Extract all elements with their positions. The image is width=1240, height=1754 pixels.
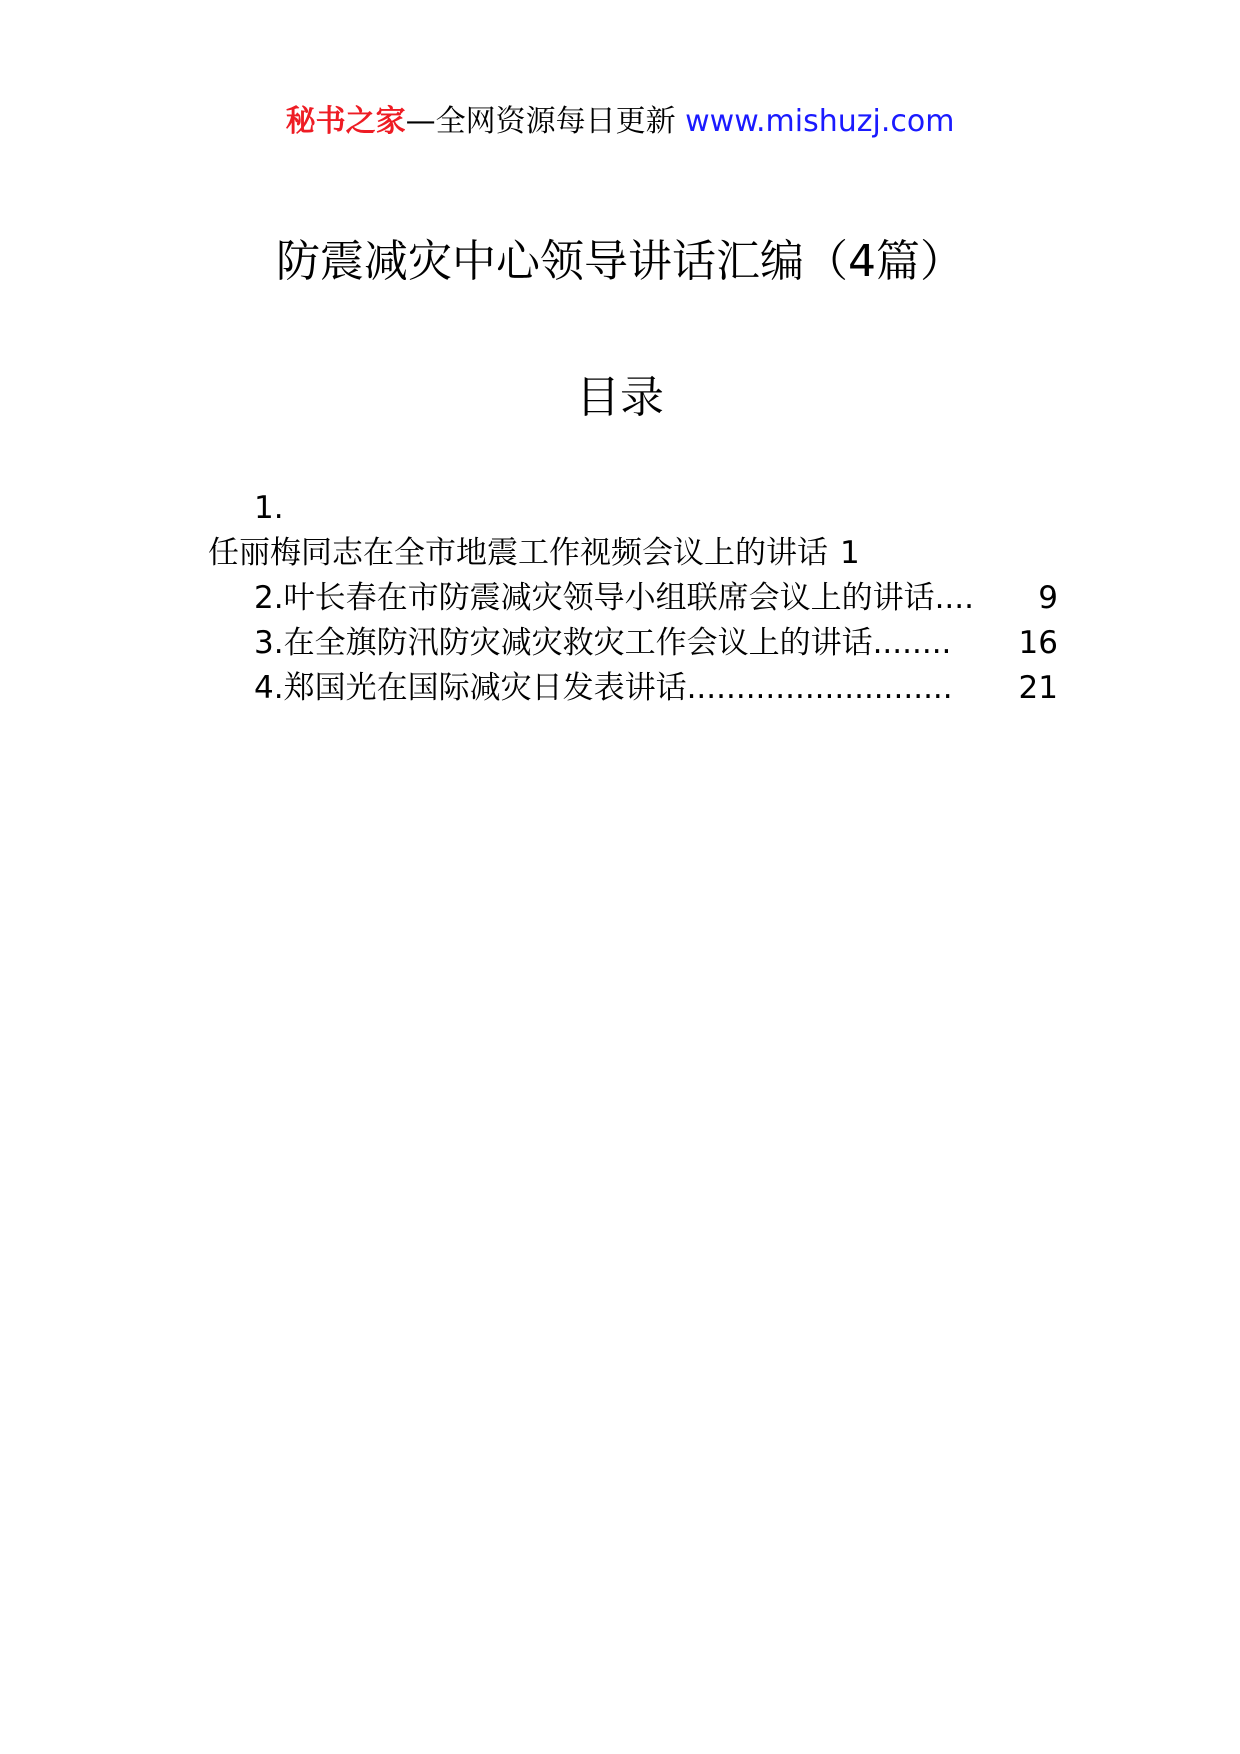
toc-item-number: 1. <box>254 490 284 526</box>
toc-item-page: 9 <box>1038 580 1058 616</box>
toc-item-leader: ........................... <box>686 670 953 706</box>
document-title: 防震减灾中心领导讲话汇编（4篇） <box>276 236 964 287</box>
site-header <box>0 100 1240 144</box>
toc-item-1-number-line[interactable] <box>208 486 1058 531</box>
toc-item-4[interactable] <box>208 666 1058 711</box>
site-url-link[interactable]: www.mishuzj.com <box>685 104 955 139</box>
toc-item-label: 在全旗防汛防灾减灾救灾工作会议上的讲话 <box>283 625 873 661</box>
toc-item-label: 叶长春在市防震减灾领导小组联席会议上的讲话 <box>283 580 935 616</box>
toc-item-leader: ........ <box>872 625 952 661</box>
brand-name: 秘书之家 <box>285 104 406 139</box>
toc-item-label: 任丽梅同志在全市地震工作视频会议上的讲话 <box>208 535 828 571</box>
toc-item-label: 郑国光在国际减灾日发表讲话 <box>283 670 687 706</box>
toc-item-number: 4. <box>254 670 284 706</box>
toc-item-page: 16 <box>1018 625 1058 661</box>
toc-item-page: 21 <box>1018 670 1058 706</box>
toc-item-3[interactable] <box>208 621 1058 666</box>
toc-item-leader: .... <box>934 580 974 616</box>
toc-item-number: 3. <box>254 625 284 661</box>
toc-item-page: 1 <box>840 535 860 571</box>
toc-item-2[interactable] <box>208 576 1058 621</box>
toc-heading: 目录 <box>576 372 664 423</box>
table-of-contents <box>208 486 1058 711</box>
toc-item-number: 2. <box>254 580 284 616</box>
header-tagline: —全网资源每日更新 <box>405 104 686 139</box>
toc-item-1[interactable] <box>208 531 1058 576</box>
